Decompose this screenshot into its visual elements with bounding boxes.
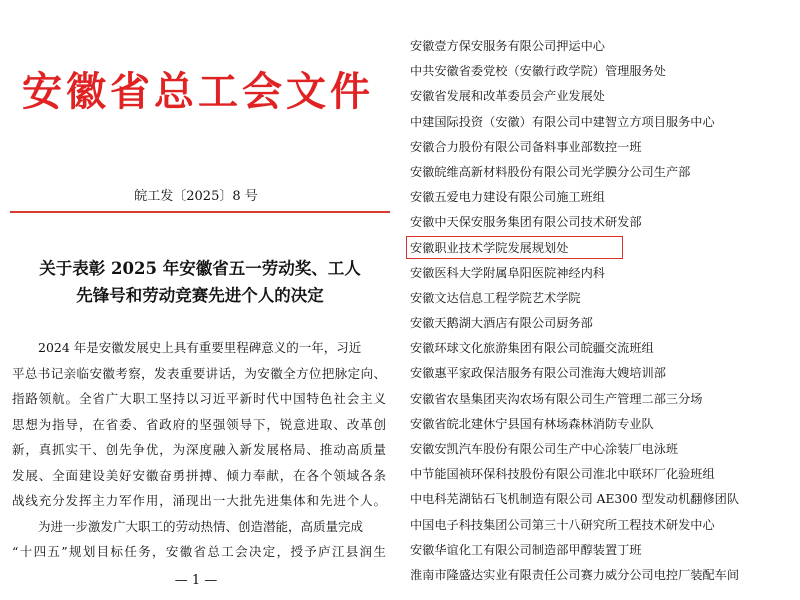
list-item: 安徽安凯汽车股份有限公司生产中心涂装厂电泳班 bbox=[410, 442, 679, 456]
body-line: 思想为指导，在省委、省政府的坚强领导下，锐意进取、改革创 bbox=[12, 416, 386, 432]
body-line: 平总书记亲临安徽考察，发表重要讲话，为安徽全方位把脉定向、 bbox=[12, 365, 386, 381]
list-item: 安徽天鹅湖大酒店有限公司厨务部 bbox=[410, 316, 593, 331]
document-masthead: 安徽省总工会文件 bbox=[22, 68, 374, 115]
body-line: 为进一步激发广大职工的劳动热情、创造潜能，高质量完成 bbox=[38, 518, 364, 534]
list-item: 安徽文达信息工程学院艺术学院 bbox=[410, 290, 581, 305]
list-item: 安徽五爱电力建设有限公司施工班组 bbox=[410, 190, 605, 205]
honoree-list bbox=[410, 34, 798, 588]
list-item: 安徽省皖北建休宁县国有林场森林消防专业队 bbox=[410, 416, 654, 431]
body-line: “十四五”规划目标任务，安徽省总工会决定，授予庐江县润生 bbox=[12, 544, 386, 559]
list-item: 中电科芜湖钻石飞机制造有限公司 AE300 型发动机翻修团队 bbox=[410, 492, 740, 507]
red-divider-rule bbox=[10, 211, 390, 213]
document-title bbox=[10, 255, 390, 309]
list-item: 安徽省发展和改革委员会产业发展处 bbox=[410, 89, 605, 104]
title-line: 先锋号和劳动竞赛先进个人的决定 bbox=[76, 286, 324, 305]
page-number: — 1 — bbox=[174, 573, 218, 588]
body-line: 发展、全面建设美好安徽奋勇拼搏、倾力奉献，在各个领域各条 bbox=[12, 467, 386, 483]
list-item: 安徽惠平家政保洁服务有限公司淮海大嫂培训部 bbox=[410, 366, 666, 381]
list-item: 安徽壹方保安服务有限公司押运中心 bbox=[410, 39, 605, 53]
list-item: 中建国际投资（安徽）有限公司中建智立方项目服务中心 bbox=[410, 114, 715, 129]
list-item: 安徽华谊化工有限公司制造部甲醇装置丁班 bbox=[410, 542, 642, 557]
list-item: 中节能国祯环保科技股份有限公司淮北中联环厂化验班组 bbox=[410, 467, 715, 482]
list-item: 安徽医科大学附属阜阳医院神经内科 bbox=[410, 265, 605, 280]
list-item: 中国电子科技集团公司第三十八研究所工程技术研发中心 bbox=[410, 517, 715, 532]
body-line: 指路领航。全省广大职工坚持以习近平新时代中国特色社会主义 bbox=[12, 391, 386, 406]
body-line: 2024 年是安徽发展史上具有重要里程碑意义的一年，习近 bbox=[38, 340, 362, 355]
list-item-highlighted: 安徽职业技术学院发展规划处 bbox=[410, 240, 569, 255]
list-item: 安徽合力股份有限公司备料事业部数控一班 bbox=[410, 139, 642, 154]
list-item: 安徽省农垦集团夹沟农场有限公司生产管理二部三分场 bbox=[410, 391, 703, 406]
list-item: 淮南市隆盛达实业有限责任公司赛力威分公司电控厂装配车间 bbox=[410, 567, 740, 582]
right-page bbox=[400, 0, 800, 600]
document-number: 皖工发〔2025〕8 号 bbox=[134, 189, 258, 204]
list-item: 安徽环球文化旅游集团有限公司皖疆交流班组 bbox=[410, 341, 654, 356]
title-line: 关于表彰 2025 年安徽省五一劳动奖、工人 bbox=[39, 259, 361, 278]
body-line: 战线充分发挥主力军作用，涌现出一大批先进集体和先进个人。 bbox=[12, 493, 386, 508]
body-line: 新，真抓实干、创先争优，为深度融入新发展格局、推动高质量 bbox=[12, 442, 386, 457]
left-page bbox=[0, 0, 392, 600]
list-item: 安徽中天保安服务集团有限公司技术研发部 bbox=[410, 215, 642, 230]
list-item: 安徽皖维高新材料股份有限公司光学膜分公司生产部 bbox=[410, 164, 691, 179]
document-body bbox=[12, 335, 386, 565]
list-item: 中共安徽省委党校（安徽行政学院）管理服务处 bbox=[410, 64, 666, 79]
